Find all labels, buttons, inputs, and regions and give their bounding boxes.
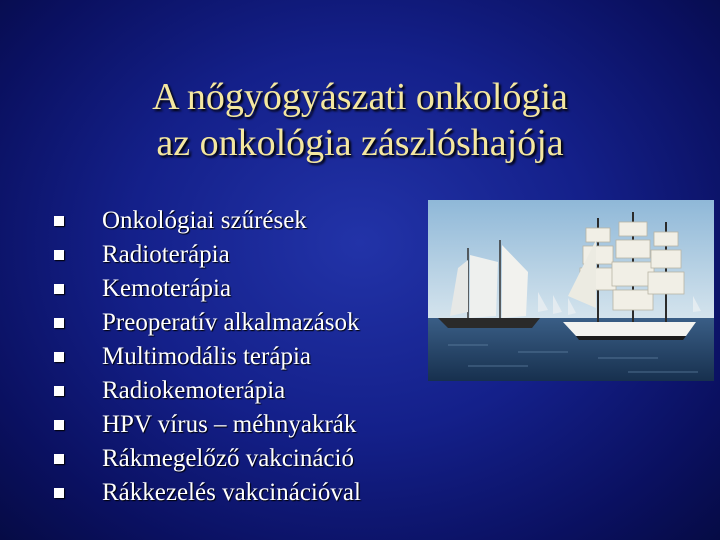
bullet-list [54,204,361,510]
bullet-item [54,272,361,306]
square-bullet-icon [54,250,64,260]
square-bullet-icon [54,352,64,362]
bullet-item [54,408,361,442]
square-bullet-icon [54,284,64,294]
bullet-item [54,306,361,340]
square-bullet-icon [54,216,64,226]
bullet-text: Radiokemoterápia [102,377,286,404]
bullet-text: Radioterápia [102,241,230,268]
square-bullet-icon [54,420,64,430]
title-line-1: A nőgyógyászati onkológia [152,76,568,118]
square-bullet-icon [54,318,64,328]
bullet-item [54,442,361,476]
bullet-text: HPV vírus – méhnyakrák [102,411,357,438]
bullet-item [54,476,361,510]
square-bullet-icon [54,386,64,396]
title-line-2: az onkológia zászlóshajója [156,122,564,164]
bullet-text: Onkológiai szűrések [102,207,307,234]
bullet-item [54,238,361,272]
bullet-text: Multimodális terápia [102,343,311,370]
square-bullet-icon [54,454,64,464]
bullet-text: Kemoterápia [102,275,232,302]
tall-ships-icon [428,200,714,381]
bullet-text: Rákkezelés vakcinációval [102,479,361,506]
tall-ships-photo [428,200,714,381]
square-bullet-icon [54,488,64,498]
slide-title [0,74,720,166]
bullet-item [54,340,361,374]
bullet-text: Preoperatív alkalmazások [102,309,360,336]
bullet-text: Rákmegelőző vakcináció [102,445,354,472]
bullet-item [54,374,361,408]
bullet-item [54,204,361,238]
